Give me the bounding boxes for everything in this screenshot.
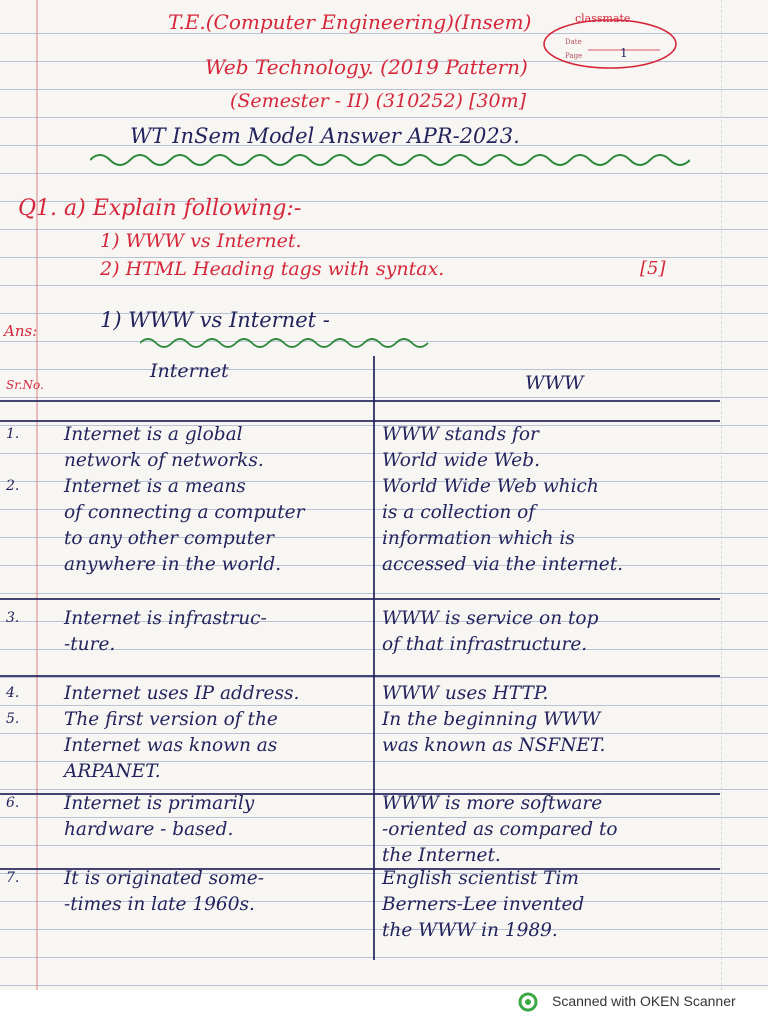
row-number: 7. (6, 870, 20, 886)
internet-cell-line: Internet is a global (64, 424, 243, 445)
internet-cell-line: The first version of the (64, 709, 278, 730)
question-marks: [5] (640, 258, 666, 279)
answer-heading: 1) WWW vs Internet - (100, 308, 330, 332)
row-number: 2. (6, 478, 20, 494)
www-cell-line: English scientist Tim (382, 868, 579, 889)
answer-label: Ans: (4, 322, 38, 340)
table-header-rule (0, 400, 720, 402)
www-cell-line: Berners-Lee invented (382, 894, 585, 915)
row-number: 1. (6, 426, 20, 442)
internet-cell-line: anywhere in the world. (64, 554, 282, 575)
course-title: T.E.(Computer Engineering)(Insem) (168, 10, 532, 34)
www-cell-line: World wide Web. (382, 450, 540, 471)
row-number: 6. (6, 795, 20, 811)
www-cell-line: In the beginning WWW (382, 709, 601, 730)
internet-cell-line: Internet is primarily (64, 793, 255, 814)
internet-cell-line: Internet was known as (64, 735, 278, 756)
www-cell-line: WWW is more software (382, 793, 603, 814)
www-cell-line: accessed via the internet. (382, 554, 624, 575)
subject-title: Web Technology. (2019 Pattern) (205, 55, 528, 79)
internet-cell-line: Internet uses IP address. (64, 683, 300, 704)
question-item-2: 2) HTML Heading tags with syntax. (100, 258, 445, 280)
www-cell-line: WWW stands for (382, 424, 539, 445)
internet-cell-line: of connecting a computer (64, 502, 305, 523)
internet-column-header: Internet (150, 360, 229, 382)
internet-cell-line: ARPANET. (64, 761, 161, 782)
question-item-1: 1) WWW vs Internet. (100, 230, 302, 252)
internet-cell-line: Internet is a means (64, 476, 246, 497)
internet-cell-line: -ture. (64, 634, 116, 655)
www-cell-line: WWW uses HTTP. (382, 683, 549, 704)
table-row-rule (0, 675, 720, 677)
internet-cell-line: to any other computer (64, 528, 274, 549)
page-number: 1 (620, 46, 628, 60)
www-cell-line: WWW is service on top (382, 608, 599, 629)
date-label: Date (565, 38, 582, 46)
page-right-edge (721, 0, 762, 990)
answer-underline-icon (140, 336, 430, 350)
internet-cell-line: hardware - based. (64, 819, 234, 840)
scanner-watermark: Scanned with OKEN Scanner (552, 993, 736, 1009)
notebook-brand-stamp (540, 6, 680, 72)
row-number: 4. (6, 685, 20, 701)
scanner-logo-icon (518, 992, 538, 1012)
question-title: Q1. a) Explain following:- (18, 196, 302, 221)
srno-header: Sr.No. (6, 378, 44, 392)
www-cell-line: World Wide Web which (382, 476, 599, 497)
table-row-rule (0, 598, 720, 600)
row-number: 5. (6, 711, 20, 727)
internet-cell-line: It is originated some- (64, 868, 264, 889)
www-cell-line: of that infrastructure. (382, 634, 588, 655)
page-label: Page (565, 52, 583, 60)
www-cell-line: is a collection of (382, 502, 536, 523)
www-cell-line: the WWW in 1989. (382, 920, 558, 941)
www-cell-line: was known as NSFNET. (382, 735, 606, 756)
internet-cell-line: Internet is infrastruc- (64, 608, 267, 629)
www-cell-line: the Internet. (382, 845, 501, 866)
brand-name: classmate (575, 12, 631, 25)
www-cell-line: -oriented as compared to (382, 819, 618, 840)
row-number: 3. (6, 610, 20, 626)
table-row-rule (0, 420, 720, 422)
margin-line (36, 0, 38, 990)
internet-cell-line: -times in late 1960s. (64, 894, 255, 915)
document-title: WT InSem Model Answer APR-2023. (130, 124, 520, 148)
internet-cell-line: network of networks. (64, 450, 264, 471)
www-cell-line: information which is (382, 528, 575, 549)
semester-line: (Semester - II) (310252) [30m] (230, 90, 527, 112)
www-column-header: WWW (525, 372, 584, 394)
wavy-underline-icon (90, 150, 690, 170)
